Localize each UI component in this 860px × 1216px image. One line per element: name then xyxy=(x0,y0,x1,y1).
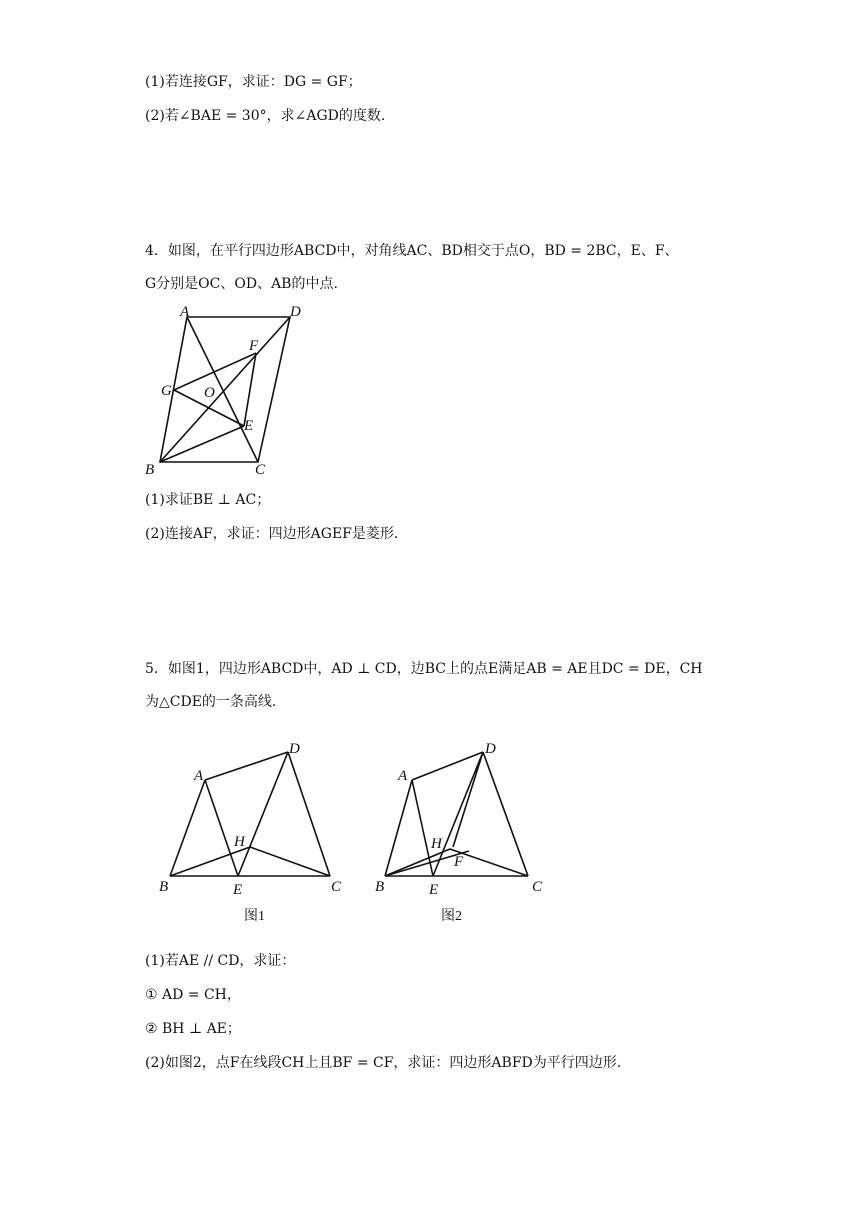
fig2-label-b: B xyxy=(375,879,385,895)
q4-figure xyxy=(140,300,320,480)
q5-figure-2 xyxy=(365,735,565,930)
fig2-dc xyxy=(483,752,528,876)
q4-label-b: B xyxy=(145,462,155,478)
fig1-label-h: H xyxy=(234,834,245,850)
fig1-bh xyxy=(170,847,250,876)
fig2-caption: 图2 xyxy=(441,909,462,924)
fig2-label-h: H xyxy=(431,836,442,852)
fig2-df xyxy=(453,752,483,847)
fig1-label-d: D xyxy=(289,741,300,757)
q4-part2: (2)连接AF，求证：四边形AGEF是菱形. xyxy=(145,526,399,542)
q4-diagonal-ac xyxy=(187,317,258,462)
fig1-label-c: C xyxy=(331,879,342,895)
fig2-bh xyxy=(385,849,450,876)
fig1-dc xyxy=(288,752,330,876)
fig2-label-a: A xyxy=(398,768,408,784)
q5-sub2: ② BH ⊥ AE； xyxy=(145,1021,241,1037)
q4-label-a: A xyxy=(180,304,190,320)
q4-label-c: C xyxy=(255,462,266,478)
q5-sub1: ① AD = CH， xyxy=(145,987,241,1003)
fig2-label-f: F xyxy=(454,854,464,870)
fig2-label-d: D xyxy=(485,741,496,757)
q4-segment-gf xyxy=(174,353,256,390)
fig1-ad xyxy=(205,752,288,780)
q5-part2: (2)如图2，点F在线段CH上且BF = CF，求证：四边形ABFD为平行四边形. xyxy=(145,1055,622,1071)
fig1-label-a: A xyxy=(194,768,204,784)
fig1-label-e: E xyxy=(233,882,243,898)
q4-stem-line2: G分别是OC、OD、AB的中点. xyxy=(145,276,338,292)
q5-stem-line1: 5．如图1，四边形ABCD中，AD ⊥ CD，边BC上的点E满足AB = AE且DC = DE，CH xyxy=(145,661,703,677)
q4-label-g: G xyxy=(161,383,172,399)
q3-part1: (1)若连接GF，求证：DG = GF； xyxy=(145,74,362,90)
fig1-ch xyxy=(250,847,330,876)
q4-label-e: E xyxy=(244,418,254,434)
fig2-ab xyxy=(385,780,412,876)
fig2-label-c: C xyxy=(532,879,543,895)
q4-diagonal-bd xyxy=(160,317,290,462)
q4-segment-be xyxy=(160,426,244,462)
q4-label-f: F xyxy=(249,338,259,354)
q4-stem-line1: 4．如图，在平行四边形ABCD中，对角线AC、BD相交于点O，BD = 2BC，E、F、 xyxy=(145,243,679,259)
q4-part1: (1)求证BE ⊥ AC； xyxy=(145,492,271,508)
q5-part1: (1)若AE // CD，求证： xyxy=(145,953,296,969)
q5-figure-1 xyxy=(150,735,360,930)
fig2-ad xyxy=(412,752,483,780)
fig1-label-b: B xyxy=(159,879,169,895)
fig1-ab xyxy=(170,780,205,876)
q4-label-o: O xyxy=(204,385,215,401)
q5-stem-line2: 为△CDE的一条高线. xyxy=(145,694,277,710)
q4-segment-fe xyxy=(244,353,256,426)
fig1-caption: 图1 xyxy=(244,909,265,924)
fig2-ae xyxy=(412,780,433,876)
q4-label-d: D xyxy=(290,304,301,320)
q3-part2: (2)若∠BAE = 30°，求∠AGD的度数. xyxy=(145,108,386,124)
fig2-label-e: E xyxy=(429,882,439,898)
